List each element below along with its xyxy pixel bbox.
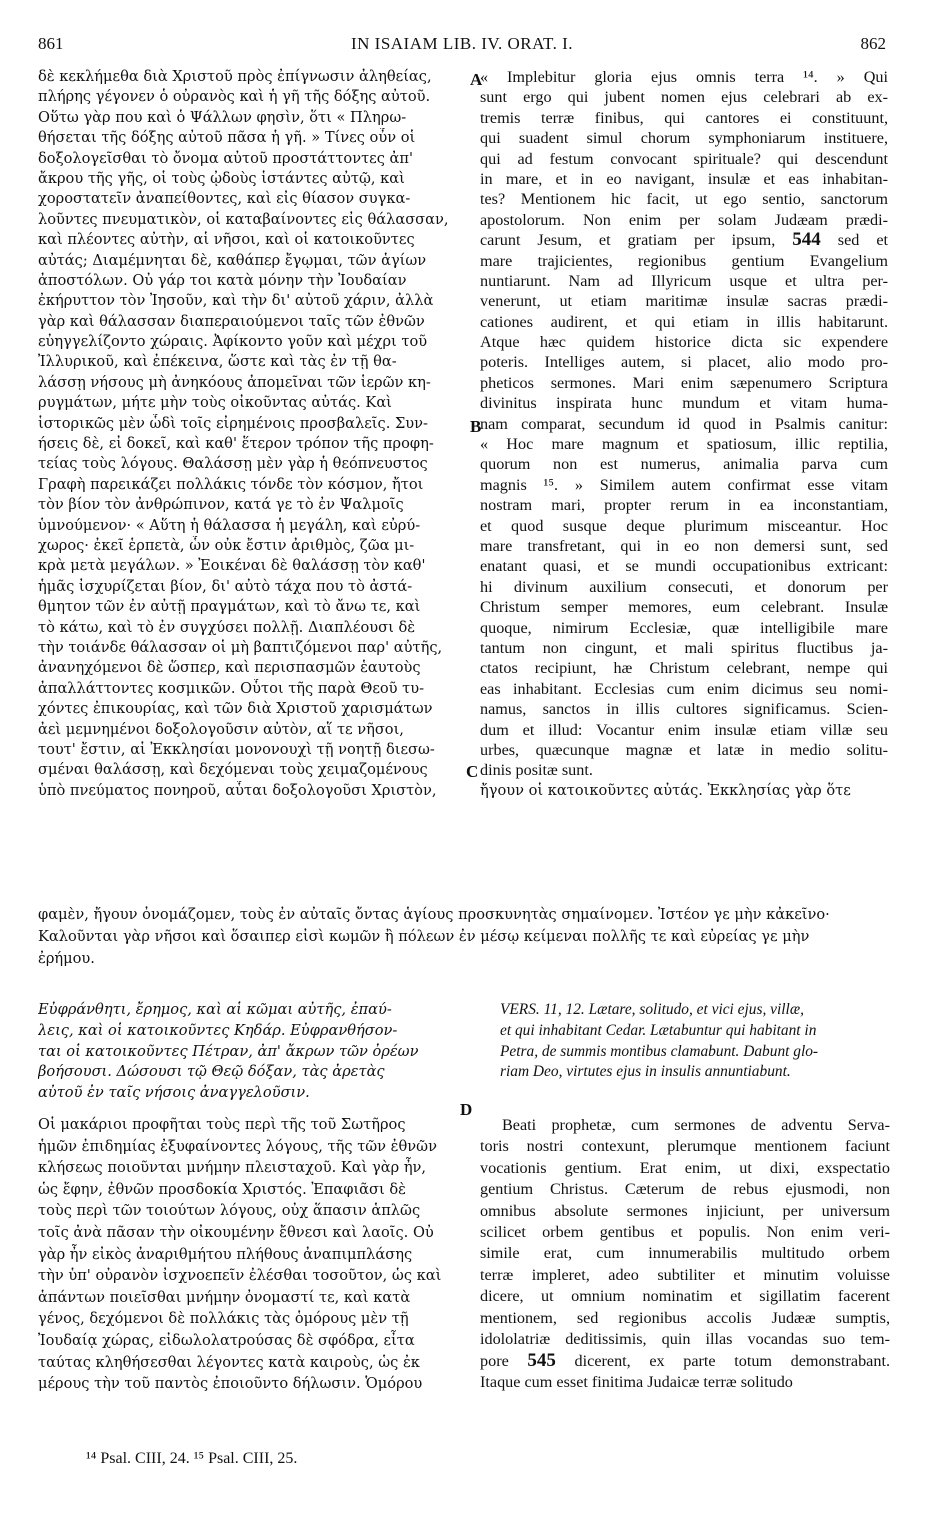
latin-line: « Implebitur gloria ejus omnis terra ¹⁴. » Qui [480,68,888,86]
greek-line: αὐτάς; Διαμέμνηται δὲ, καθάπερ ἔγῳμαι, τῶν ἁγίων [38,251,427,269]
greek-line: Γραφὴ παρεικάζει πολλάκις τόνδε τὸν κόσμον, ἤτοι [38,475,424,493]
latin-line: mare transfretant, qui in eo non demersi sunt, sed [480,536,888,555]
greek-line: ἀνανηχόμενοι δὲ ὥσπερ, καὶ περισπασμῶν ἑαυτοὺς [38,659,421,677]
latin-line: magnis ¹⁵. » Similem autem confirmat esse vitam [480,475,888,494]
latin-lemma-line: VERS. 11, 12. Lætare, solitudo, et vici ejus, villæ, [500,1001,804,1018]
latin-line: Beati prophetæ, cum sermones de adventu Serva- [502,1116,890,1134]
footnotes: ¹⁴ Psal. CIII, 24. ¹⁵ Psal. CIII, 25. [86,1450,298,1467]
latin-line: Itaque cum esset finitima Judaicæ terræ solitudo [480,1372,793,1391]
latin-line: divinitus inspirata hunc mundum et vitam huma- [480,394,888,413]
greek-lemma-line: Εὐφράνθητι, ἔρημος, καὶ αἱ κῶμαι αὐτῆς, ἐπαύ- [38,1001,392,1018]
latin-line: Atque hæc quidem historice dicta sic expendere [480,333,888,352]
latin-line: qui suadent simul chorum symphoniarum instituere, [480,129,888,148]
greek-line: θήσεται τῆς δόξης αὐτοῦ πᾶσα ἡ γῆ. » Τίνες οὖν οἱ [38,129,416,147]
greek-line: γὰρ ἦν εἰκὸς ἀναριθμήτου πλήθους ἀναπιμπλάσης [38,1245,413,1263]
column-number-544: 544 [792,230,821,251]
greek-line: ἐκήρυττον τὸν Ἰησοῦν, καὶ τὴν δι' αὐτοῦ χάριν, ἀλλὰ [38,292,434,310]
greek-line: ήσεις δὲ, εἰ δοκεῖ, καὶ καθ' ἕτερον τρόπον τῆς προφη- [38,435,434,453]
greek-line: χωρος· ἐκεῖ ἑρπετὰ, ὧν οὐκ ἔστιν ἀριθμὸς, ζῶα μι- [38,536,415,554]
page-number-right: 862 [860,34,886,53]
latin-line: idololatriæ deditissimis, quin illas vocandas suo tem- [480,1329,890,1348]
latin-line: quorum non est numerus, animalia parva cum [480,455,888,474]
latin-line: eas inhabitant. Ecclesias cum enim dicimus seu nomi- [480,679,888,698]
latin-line: Christum semper memores, eum celebrant. Insulæ [480,598,888,617]
greek-line: σμέναι θαλάσσῃ, καὶ δεχόμεναι τοὺς χειμαζομένους [38,761,428,779]
greek-line: θμητον τῶν ἐν αὐτῇ πραγμάτων, καὶ τὸ ἄνω τε, καὶ [38,598,421,616]
latin-line: toris nostri contexunt, plerumque mentionem faciunt [480,1137,890,1156]
latin-column-top [480,67,888,801]
greek-line: καὶ πλέοντες αὐτὴν, αἱ νῆσοι, καὶ οἱ κατοικοῦντες [38,231,415,249]
greek-line: τὴν τοιάνδε θάλασσαν οἱ μὴ βαπτιζόμενοι παρ' αὐτῆς, [38,638,443,656]
latin-line: pheticos sermones. Mari enim sæpenumero Scriptura [480,373,888,392]
greek-line: λάσσῃ νήσους μὴ ἀνηκόους ἀπομεῖναι τῶν ἱερῶν κη- [38,373,431,391]
greek-lemma-line: βοήσουσι. Δώσουσι τῷ Θεῷ δόξαν, τὰς ἀρετὰς [38,1063,385,1081]
greek-line: Ἰουδαίᾳ χώρας, εἰδωλολατρούσας δὲ σφόδρα, εἶτα [38,1331,415,1349]
greek-line: ἀποστόλων. Οὐ γάρ τοι κατὰ μόνην τὴν Ἰουδαίαν [38,271,407,289]
greek-line: ρυγμάτων, μήτε μὴν τοὺς οἰκοῦντας αὐτάς. Καὶ [38,394,392,412]
greek-line: ἄκρου τῆς γῆς, οἱ τοὺς ᾠδοὺς ἱστάντες αὐτῷ, καὶ [38,169,405,187]
latin-line: hi divinum auxilium consecuti, et donorum per [480,577,888,596]
greek-lemma-line: ται οἱ κατοικοῦντες Πέτραν, ἀπ' ἄκρων τῶν ὀρέων [38,1042,419,1060]
latin-line: urbes, quæcunque magnæ et latæ in medio solitu- [480,740,888,759]
greek-column-bottom [38,1114,468,1395]
greek-line: γένος, δεχόμενοι δὲ πολλάκις τὰς ὁμόρους μὲν τῇ [38,1310,409,1328]
latin-line: dum et illud: Vocantur enim insulæ etiam villæ seu [480,720,888,739]
greek-line: ἀεὶ μεμνημένοι δοξολογοῦσιν αὐτὸν, αἵ τε νῆσοι, [38,720,404,738]
latin-lemma-line: et qui inhabitant Cedar. Lætabuntur qui habitant in [500,1021,817,1039]
greek-line: ἱστορικῶς μὲν ὧδὶ τοῖς εἰρημένοις προσβαλεῖς. Συν- [38,414,428,432]
latin-line: in mare, et in eo navigant, insulæ et eas inhabitan- [480,169,888,188]
greek-line: ἤγουν οἱ κατοικοῦντες αὐτάς. Ἐκκλησίας γὰρ ὅτε [480,781,851,799]
latin-line: enatant quasi, et se mundi occupationibus extricant: [480,557,888,576]
latin-line: poteris. Intelliges autem, si placet, alio modo pro- [480,353,888,372]
greek-line: τὴν ὑπ' οὐρανὸν ἰσχνοεπεῖν ἐλέσθαι τοσοῦτον, ὡς καὶ [38,1267,442,1285]
greek-line: χόντες ἐπικουρίας, καὶ τῶν διὰ Χριστοῦ χαρισμάτων [38,700,433,718]
latin-line: « Hoc mare magnum et spatiosum, illic reptilia, [480,435,888,454]
greek-line: Οὕτω γὰρ που καὶ ὁ Ψάλλων φησὶν, ὅτι « Πληρω- [38,108,407,126]
greek-line: λοῦντες πνευματικὸν, οἱ καταβαίνοντες εἰς θάλασσαν, [38,210,449,228]
margin-mark-c: C [466,762,479,781]
latin-line: gentium Christus. Cæterum de rebus ejusmodi, non [480,1180,890,1199]
greek-line: φαμὲν, ἤγουν ὀνομάζομεν, τοὺς ἐν αὐταῖς ὄντας ἁγίους προσκυνητὰς σημαίνομεν. Ἰστέον γε μὴν κἀκεῖνο· [38,906,830,923]
greek-line: Οἱ μακάριοι προφῆται τοὺς περὶ τῆς τοῦ Σωτῆρος [38,1116,406,1133]
greek-line: ἡμῶν ἐπιδημίας ἐξυφαίνοντες λόγους, τῆς τῶν ἐθνῶν [38,1137,437,1155]
latin-line: ctatos recipiunt, hæ Christum celebrant, nempe qui [480,659,888,678]
running-title: IN ISAIAM LIB. IV. ORAT. I. [350,34,574,53]
greek-full-width-lines [38,904,888,970]
running-header [38,34,886,58]
greek-line: ἡμᾶς ἰσχυρίζεται βίον, δι' αὐτὸ τάχα που τὸ ἀστά- [38,577,413,595]
latin-lemma [500,1000,890,1083]
latin-line-tail: dicerent, ex parte totum demonstrabant. [574,1352,890,1371]
latin-line: apostolorum. Non enim per solam Judæam prædi- [480,210,888,229]
latin-lemma-line: Petra, de summis montibus clamabunt. Dabunt glo- [500,1042,819,1060]
latin-line: carunt Jesum, et gratiam per ipsum, 544 sed et [480,230,888,251]
latin-line: nam comparat, secundum id quod in Psalmis canitur: [480,414,888,433]
latin-line: dinis positæ sunt. [480,761,593,780]
latin-column-bottom [480,1115,890,1393]
greek-line: ἁπάντων ποιεῖσθαι μνήμην ὀνομαστί τε, καὶ κατὰ [38,1288,411,1306]
greek-line: Καλοῦνται γὰρ νῆσοι καὶ ὅσαιπερ εἰσὶ κωμῶν ἢ πόλεων ἐν μέσῳ κείμεναι πολλῆς τε καὶ εὐρείας γε μὴν [38,928,810,945]
latin-line: vocationis gentium. Erat enim, ut dixi, exspectatio [480,1158,890,1177]
latin-line: nuntiarunt. Nam ad Illyricum usque et ultra per- [480,271,888,290]
greek-line: τοὺς περὶ τῶν τοιούτων λόγους, οὐχ ἅπασιν ἁπλῶς [38,1202,421,1220]
greek-line: πλήρης γέγονεν ὁ οὐρανὸς καὶ ἡ γῆ τῆς δόξης αὐτοῦ. [38,88,431,106]
greek-line: χοροστατεῖν ἀναπείθοντες, καὶ εἰς θίασον συγκα- [38,190,411,208]
greek-lemma [38,1000,470,1104]
margin-mark-b: B [470,417,482,436]
greek-line: ταύτας κληθήσεσθαι λέγοντες κατὰ καιροὺς, ὡς ἐκ [38,1353,420,1371]
greek-line: τὸν βίον τὸν ἀνθρώπινον, κατά γε τὸ ἐν Ψαλμοῖς [38,496,404,514]
latin-line: tantum non cingunt, et mali spiritus fluctibus ja- [480,638,888,657]
latin-line: et quod susque deque plurimum misceantur. Hoc [480,516,888,535]
greek-line: δοξολογεῖσθαι τὸ ὄνομα αὐτοῦ προστάττοντες ἀπ' [38,149,413,167]
column-number-545: 545 [527,1350,556,1372]
latin-line: sunt ergo qui jubent nomen ejus celebrari ab ex- [480,88,888,107]
page-number-left: 861 [38,34,64,53]
margin-mark-a: A [470,70,483,89]
greek-line: τοῖς ἀνὰ πᾶσαν τὴν οἰκουμένην ἔθνεσι καὶ λαοῖς. Οὐ [38,1223,434,1241]
latin-line: pore 545 dicerent, ex parte totum demonstrabant. [480,1350,890,1372]
greek-line: ὑπὸ πνεύματος πονηροῦ, αὗται δοξολογοῦσι Χριστὸν, [38,781,437,799]
greek-line: κρὰ μετὰ μεγάλων. » Ἐοικέναι δὲ θαλάσσῃ τὸν καθ' [38,557,426,575]
latin-line-tail: sed et [837,231,888,250]
greek-line: εὐηγγελίζοντο χώραις. Ἀφίκοντο γοῦν καὶ μέχρι τοῦ [38,333,428,351]
greek-line: τὸ κάτω, καὶ τὸ ἐν συγχύσει πολλῇ. Διαπλέουσι δὲ [38,618,416,636]
latin-line: scilicet orbem gentibus et populis. Non enim veri- [480,1222,890,1241]
latin-line: venerunt, ut etiam maritimæ insulæ sacras prædi- [480,292,888,311]
latin-line: tremis terræ finibus, qui cantores ei constituunt, [480,108,888,127]
latin-line: mare trajicientes, regionibus gentium Evangelium [480,251,888,270]
latin-line: mentionem, sed regionibus accolis Judææ sumptis, [480,1308,890,1327]
greek-line: τείας τοὺς λόγους. Θαλάσσῃ μὲν γὰρ ἡ θεόπνευστος [38,455,428,473]
greek-line: τουτ' ἔστιν, αἱ Ἐκκλησίαι μονονουχὶ τῇ νοητῇ διεσω- [38,740,435,758]
latin-line: simile erat, cum innumerabilis multitudo orbem [480,1244,890,1263]
latin-line: quoque, nimirum Ecclesiæ, quæ intelligibile mare [480,618,888,637]
greek-line: δὲ κεκλήμεθα διὰ Χριστοῦ πρὸς ἐπίγνωσιν ἀληθείας, [38,68,432,85]
latin-line: omnibus absolute sermones injiciunt, per universum [480,1201,890,1220]
latin-line: qui ad festum convocant spirituale? qui descendunt [480,149,888,168]
margin-mark-d: D [460,1100,473,1119]
greek-line: ἀπαλλάττοντες κοσμικῶν. Οὗτοι τῆς παρὰ Θεοῦ τυ- [38,679,425,697]
latin-line: tes? Mentionem hic facit, ut ego sentio, sanctorum [480,190,888,209]
latin-lemma-line: riam Deo, virtutes ejus in insulis annuntiabunt. [500,1063,791,1081]
latin-line: dicere, ut omnium nominatim et sigillatim facerent [480,1287,890,1306]
greek-line: ἐρήμου. [38,950,95,967]
latin-line: cationes audirent, et qui etiam in illis habitarunt. [480,312,888,331]
greek-line: Ἰλλυρικοῦ, καὶ ἐπέκεινα, ὥστε καὶ τὰς ἐν τῇ θα- [38,353,397,371]
greek-column-top [38,67,468,801]
greek-line: ὡς ἔφην, ἐθνῶν προσδοκία Χριστός. Ἐπαφιᾶσι δὲ [38,1180,406,1198]
greek-line: γὰρ καὶ θάλασσαν διαπεραιούμενοι ταῖς τῶν ἐθνῶν [38,312,425,330]
greek-line: μέρους τὴν τοῦ παντὸς ἐποιοῦντο δήλωσιν. Ὁμόρου [38,1375,423,1393]
latin-line: terræ impleret, adeo subtiliter et minutim voluisse [480,1265,890,1284]
latin-line: namus, sanctos in illis cultores significamus. Scien- [480,700,888,719]
greek-lemma-line: αὐτοῦ ἐν ταῖς νήσοις ἀναγγελοῦσιν. [38,1084,310,1102]
greek-lemma-line: λεις, καὶ οἱ κατοικοῦντες Κηδάρ. Εὐφρανθήσον- [38,1021,398,1039]
greek-line: κλήσεως ποιοῦνται μνήμην πλεισταχοῦ. Καὶ γὰρ ἦν, [38,1159,427,1177]
latin-line: nostram mari, propter rerum in ea inconstantiam, [480,496,888,515]
greek-line: ὑμνούμενον· « Αὕτη ἡ θάλασσα ἡ μεγάλη, καὶ εὐρύ- [38,516,421,534]
